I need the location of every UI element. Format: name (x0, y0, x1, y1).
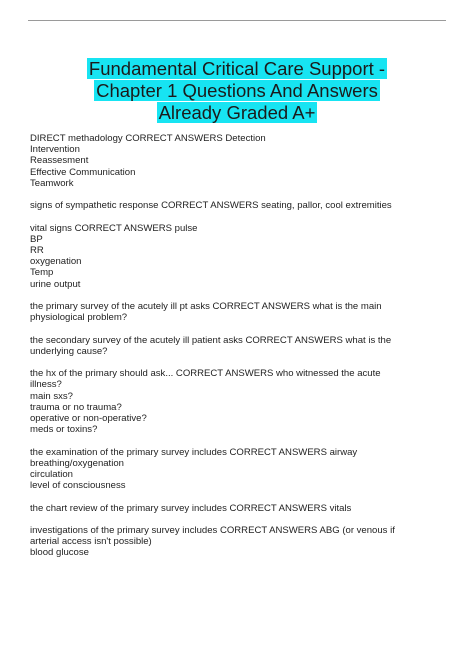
qa-line: blood glucose (30, 547, 89, 559)
title-line-2: Chapter 1 Questions And Answers (96, 80, 378, 101)
qa-line: the chart review of the primary survey includes CORRECT ANSWERS vitals (30, 502, 352, 514)
qa-content (30, 133, 448, 570)
qa-line: level of consciousness (30, 480, 126, 492)
qa-entry (30, 447, 448, 492)
qa-line: oxygenation (30, 256, 82, 268)
qa-line: arterial access isn't possible) (30, 536, 152, 548)
qa-line: BP (30, 233, 43, 245)
qa-entry (30, 200, 448, 211)
qa-line: underlying cause? (30, 345, 108, 357)
qa-line: DIRECT methadology CORRECT ANSWERS Detection (30, 133, 266, 144)
qa-line: physiological problem? (30, 312, 128, 324)
qa-line: Intervention (30, 144, 80, 156)
qa-line: vital signs CORRECT ANSWERS pulse (30, 222, 198, 234)
qa-line: the examination of the primary survey includes CORRECT ANSWERS airway (30, 446, 358, 458)
qa-entry (30, 223, 448, 290)
document-title (66, 58, 408, 124)
qa-line: urine output (30, 278, 81, 290)
title-line-3: Already Graded A+ (158, 102, 316, 123)
qa-line: signs of sympathetic response CORRECT ANSWERS seating, pallor, cool extremities (30, 200, 392, 212)
qa-line: Temp (30, 267, 54, 279)
qa-entry (30, 368, 448, 435)
qa-line: circulation (30, 469, 73, 480)
qa-line: investigations of the primary survey includes CORRECT ANSWERS ABG (or venous if (30, 524, 395, 536)
qa-line: Reassesment (30, 155, 89, 167)
qa-line: illness? (30, 379, 62, 391)
qa-entry (30, 525, 448, 559)
qa-entry (30, 503, 448, 514)
qa-line: breathing/oxygenation (30, 457, 124, 469)
qa-line: the primary survey of the acutely ill pt asks CORRECT ANSWERS what is the main (30, 301, 382, 312)
title-line-1: Fundamental Critical Care Support - (88, 58, 386, 79)
qa-entry (30, 133, 448, 189)
qa-line: operative or non-operative? (30, 413, 147, 424)
header-rule (28, 20, 446, 21)
qa-line: the hx of the primary should ask... CORRECT ANSWERS who witnessed the acute (30, 368, 381, 380)
qa-line: main sxs? (30, 390, 73, 402)
qa-line: trauma or no trauma? (30, 401, 122, 413)
qa-line: Effective Communication (30, 166, 136, 178)
qa-line: meds or toxins? (30, 424, 98, 436)
qa-line: the secondary survey of the acutely ill patient asks CORRECT ANSWERS what is the (30, 334, 392, 346)
qa-entry (30, 335, 448, 357)
qa-line: Teamwork (30, 177, 74, 189)
qa-line: RR (30, 245, 44, 256)
qa-entry (30, 301, 448, 323)
